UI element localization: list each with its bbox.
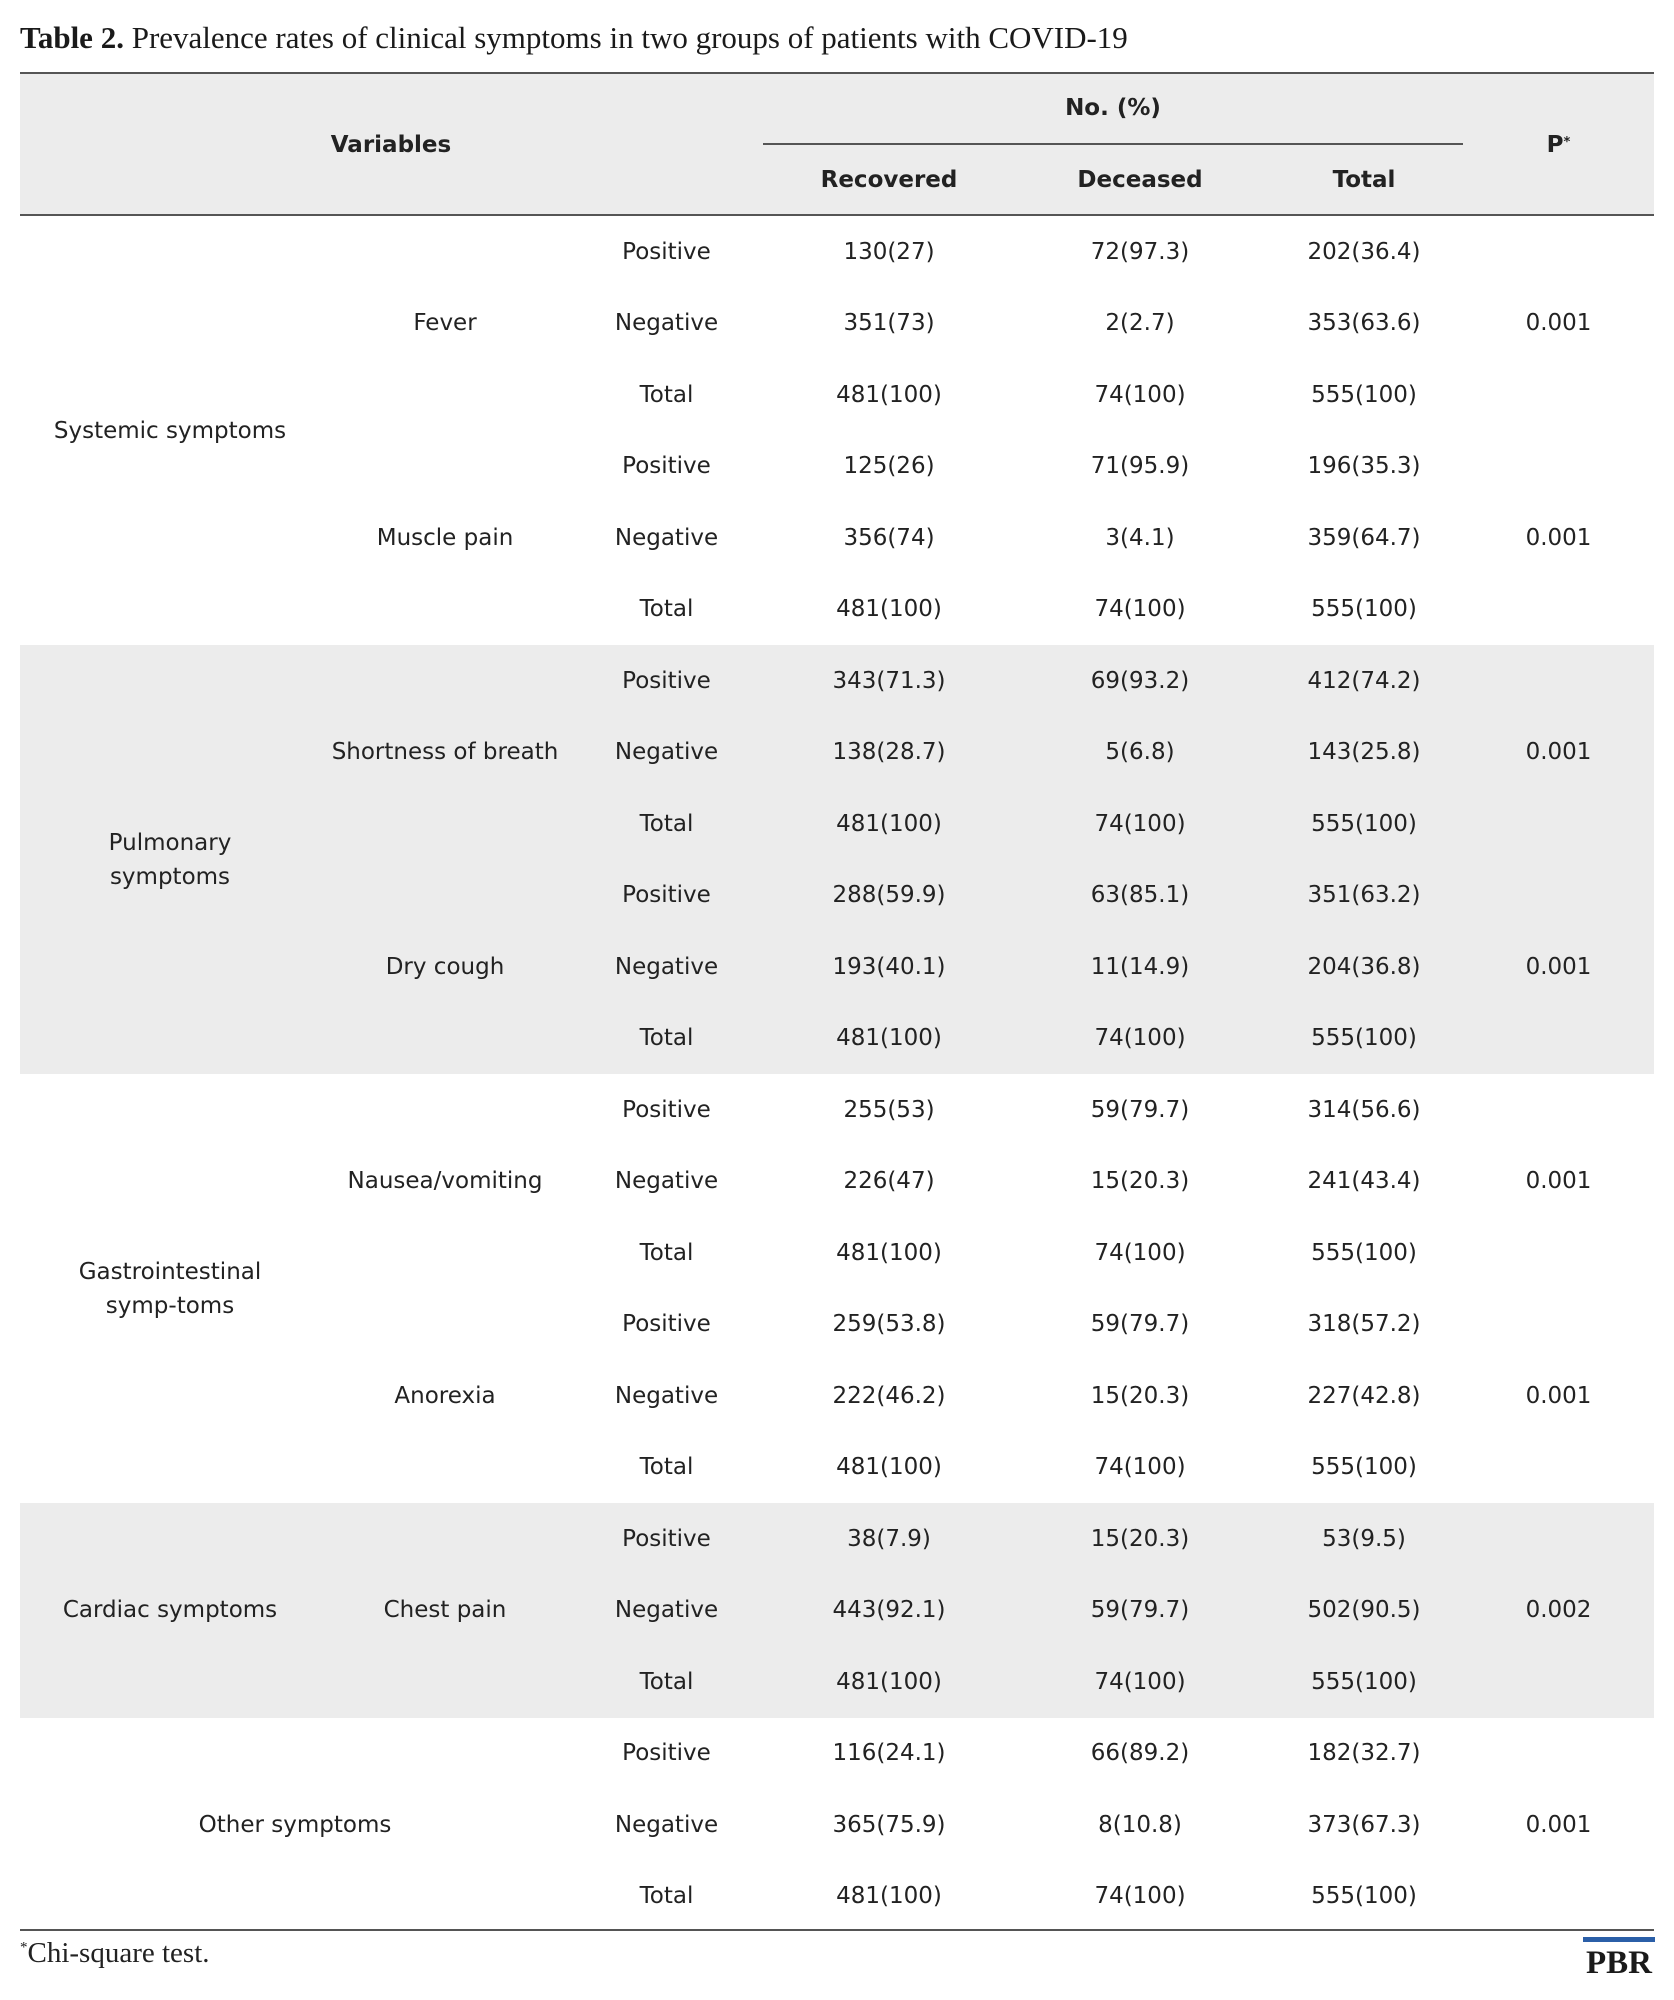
group-label: Other symptoms	[198, 1811, 392, 1838]
total-cell: 502(90.5)	[1307, 1597, 1421, 1624]
recovered-cell: 130(27)	[843, 238, 935, 265]
recovered-cell: 351(73)	[843, 310, 935, 337]
p-value: 0.002	[1525, 1597, 1592, 1624]
status-cell: Positive	[622, 1740, 711, 1767]
status-cell: Negative	[614, 1597, 719, 1624]
status-cell: Total	[639, 1883, 694, 1910]
status-cell: Total	[639, 1239, 694, 1266]
group-label: Pulmonary symptoms	[108, 829, 232, 890]
status-cell: Positive	[622, 882, 711, 909]
deceased-cell: 74(100)	[1094, 1025, 1186, 1052]
total-cell: 555(100)	[1311, 1025, 1417, 1052]
header-subrule	[763, 143, 1463, 145]
total-cell: 353(63.6)	[1307, 310, 1421, 337]
p-value: 0.001	[1525, 1168, 1592, 1195]
header-p-mark: *	[1563, 135, 1571, 150]
recovered-cell: 125(26)	[843, 453, 935, 480]
recovered-cell: 481(100)	[836, 1883, 942, 1910]
deceased-cell: 59(79.7)	[1090, 1597, 1190, 1624]
p-value: 0.001	[1525, 1811, 1592, 1838]
deceased-cell: 15(20.3)	[1090, 1382, 1190, 1409]
total-cell: 182(32.7)	[1307, 1740, 1421, 1767]
status-cell: Total	[639, 1454, 694, 1481]
total-cell: 555(100)	[1311, 1239, 1417, 1266]
status-cell: Total	[639, 1025, 694, 1052]
recovered-cell: 481(100)	[836, 381, 942, 408]
p-value: 0.001	[1525, 524, 1592, 551]
recovered-cell: 481(100)	[836, 596, 942, 623]
deceased-cell: 74(100)	[1094, 1668, 1186, 1695]
publisher-logo: PBR	[1583, 1937, 1655, 1988]
symptom-label: Dry cough	[385, 953, 505, 980]
status-cell: Positive	[622, 1525, 711, 1552]
total-cell: 318(57.2)	[1307, 1311, 1421, 1338]
status-cell: Positive	[622, 1311, 711, 1338]
footnote	[20, 1937, 210, 1970]
deceased-cell: 74(100)	[1094, 1454, 1186, 1481]
recovered-cell: 481(100)	[836, 1239, 942, 1266]
header-p-label: P	[1546, 131, 1564, 158]
group-label: Cardiac symptoms	[62, 1597, 278, 1624]
total-cell: 196(35.3)	[1307, 453, 1421, 480]
status-cell: Negative	[614, 1168, 719, 1195]
footnote-text: Chi-square test.	[27, 1937, 210, 1969]
p-value: 0.001	[1525, 953, 1592, 980]
total-cell: 359(64.7)	[1307, 524, 1421, 551]
deceased-cell: 66(89.2)	[1090, 1740, 1190, 1767]
status-cell: Negative	[614, 953, 719, 980]
group-label: Gastrointestinal symp-toms	[78, 1258, 262, 1319]
deceased-cell: 71(95.9)	[1090, 453, 1190, 480]
total-cell: 555(100)	[1311, 1883, 1417, 1910]
total-cell: 227(42.8)	[1307, 1382, 1421, 1409]
total-cell: 555(100)	[1311, 1668, 1417, 1695]
deceased-cell: 69(93.2)	[1090, 667, 1190, 694]
recovered-cell: 193(40.1)	[832, 953, 946, 980]
total-cell: 555(100)	[1311, 381, 1417, 408]
deceased-cell: 74(100)	[1094, 810, 1186, 837]
deceased-cell: 3(4.1)	[1105, 524, 1175, 551]
recovered-cell: 343(71.3)	[832, 667, 946, 694]
total-cell: 555(100)	[1311, 810, 1417, 837]
status-cell: Positive	[622, 667, 711, 694]
deceased-cell: 74(100)	[1094, 1239, 1186, 1266]
total-cell: 241(43.4)	[1307, 1168, 1421, 1195]
deceased-cell: 59(79.7)	[1090, 1096, 1190, 1123]
recovered-cell: 481(100)	[836, 1668, 942, 1695]
status-cell: Negative	[614, 1382, 719, 1409]
table-title: Prevalence rates of clinical symptoms in two groups of patients with COVID-19	[131, 20, 1128, 55]
recovered-cell: 226(47)	[843, 1168, 935, 1195]
deceased-cell: 15(20.3)	[1090, 1168, 1190, 1195]
header-total: Total	[1332, 167, 1396, 193]
recovered-cell: 356(74)	[843, 524, 935, 551]
recovered-cell: 481(100)	[836, 810, 942, 837]
table-caption	[20, 16, 1660, 60]
recovered-cell: 365(75.9)	[832, 1811, 946, 1838]
footnote-mark: *	[20, 1939, 28, 1956]
total-cell: 202(36.4)	[1307, 238, 1421, 265]
status-cell: Total	[639, 810, 694, 837]
table-label: Table 2.	[20, 20, 124, 55]
symptom-label: Chest pain	[383, 1597, 507, 1624]
group-label: Systemic symptoms	[53, 417, 287, 444]
recovered-cell: 222(46.2)	[832, 1382, 946, 1409]
total-cell: 351(63.2)	[1307, 882, 1421, 909]
total-cell: 314(56.6)	[1307, 1096, 1421, 1123]
deceased-cell: 15(20.3)	[1090, 1525, 1190, 1552]
total-cell: 143(25.8)	[1307, 739, 1421, 766]
total-cell: 555(100)	[1311, 596, 1417, 623]
status-cell: Positive	[622, 1096, 711, 1123]
deceased-cell: 74(100)	[1094, 1883, 1186, 1910]
symptom-label: Fever	[413, 310, 477, 337]
header-variables: Variables	[330, 131, 452, 158]
total-cell: 53(9.5)	[1322, 1525, 1406, 1552]
recovered-cell: 481(100)	[836, 1025, 942, 1052]
status-cell: Positive	[622, 238, 711, 265]
deceased-cell: 8(10.8)	[1098, 1811, 1182, 1838]
symptom-label: Anorexia	[394, 1382, 496, 1409]
symptom-label: Muscle pain	[376, 524, 514, 551]
symptom-label: Shortness of breath	[331, 739, 559, 766]
total-cell: 373(67.3)	[1307, 1811, 1421, 1838]
header-deceased: Deceased	[1077, 167, 1203, 193]
deceased-cell: 74(100)	[1094, 596, 1186, 623]
recovered-cell: 259(53.8)	[832, 1311, 946, 1338]
status-cell: Positive	[622, 453, 711, 480]
header-no-percent: No. (%)	[1065, 95, 1161, 121]
recovered-cell: 443(92.1)	[832, 1597, 946, 1624]
p-value: 0.001	[1525, 310, 1592, 337]
recovered-cell: 481(100)	[836, 1454, 942, 1481]
status-cell: Negative	[614, 310, 719, 337]
header-recovered: Recovered	[820, 167, 958, 193]
status-cell: Negative	[614, 1811, 719, 1838]
status-cell: Total	[639, 381, 694, 408]
recovered-cell: 116(24.1)	[832, 1740, 946, 1767]
status-cell: Negative	[614, 524, 719, 551]
recovered-cell: 38(7.9)	[847, 1525, 931, 1552]
status-cell: Total	[639, 596, 694, 623]
deceased-cell: 59(79.7)	[1090, 1311, 1190, 1338]
deceased-cell: 72(97.3)	[1090, 238, 1190, 265]
recovered-cell: 138(28.7)	[832, 739, 946, 766]
status-cell: Negative	[614, 739, 719, 766]
recovered-cell: 288(59.9)	[832, 882, 946, 909]
deceased-cell: 11(14.9)	[1090, 953, 1190, 980]
deceased-cell: 74(100)	[1094, 381, 1186, 408]
deceased-cell: 5(6.8)	[1105, 739, 1175, 766]
deceased-cell: 63(85.1)	[1090, 882, 1190, 909]
total-cell: 555(100)	[1311, 1454, 1417, 1481]
total-cell: 204(36.8)	[1307, 953, 1421, 980]
p-value: 0.001	[1525, 1382, 1592, 1409]
header-p-value	[1463, 74, 1654, 215]
p-value: 0.001	[1525, 739, 1592, 766]
recovered-cell: 255(53)	[843, 1096, 935, 1123]
status-cell: Total	[639, 1668, 694, 1695]
symptom-label: Nausea/vomiting	[347, 1168, 543, 1195]
bottom-rule	[20, 1929, 1654, 1931]
total-cell: 412(74.2)	[1307, 667, 1421, 694]
deceased-cell: 2(2.7)	[1105, 310, 1175, 337]
